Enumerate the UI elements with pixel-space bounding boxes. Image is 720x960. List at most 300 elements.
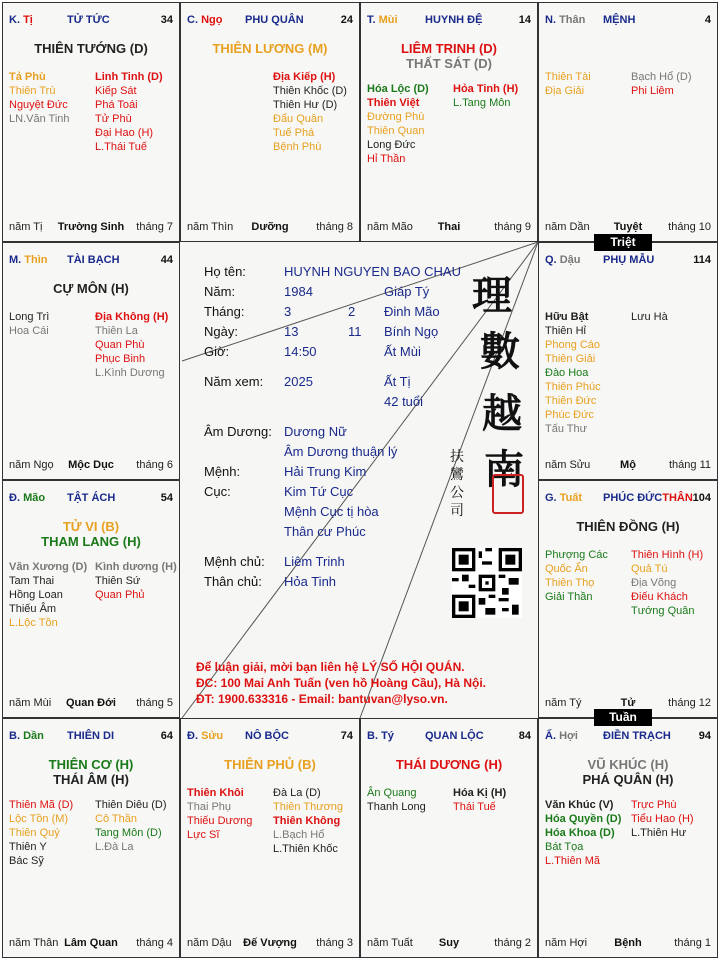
month-label: Tháng: <box>204 304 245 319</box>
palace-age: 64 <box>160 730 173 742</box>
palace-name <box>425 14 482 26</box>
minor-stars-left <box>367 786 426 814</box>
minor-star: Thiên Hỉ <box>545 325 586 337</box>
minor-star: Địa Giải <box>545 85 585 97</box>
thanchu-value: Hỏa Tinh <box>284 574 337 589</box>
year-value: 1984 <box>284 284 313 299</box>
calligraphy-char-1: 理 <box>472 272 512 319</box>
minor-star: Văn Khúc (V) <box>545 799 614 811</box>
cuc-value: Kim Tứ Cục <box>284 484 354 499</box>
palace-truongsinh: Suy <box>438 937 460 949</box>
minor-star: L.Thiên Hư <box>631 827 687 839</box>
minor-stars-right <box>631 70 692 98</box>
palace-hoi[interactable] <box>538 718 718 958</box>
minor-stars-right <box>95 560 177 602</box>
palace-branch: Tuất <box>559 492 583 504</box>
minor-star: Phá Toái <box>95 99 138 111</box>
palace-mao[interactable] <box>2 480 180 718</box>
month-solar: 3 <box>284 304 292 319</box>
palace-stem: B. <box>9 730 20 742</box>
palace-header <box>367 14 531 28</box>
contact-line-3: ĐT: 1900.633316 - Email: bantuvan@lyso.vn. <box>196 692 448 706</box>
minor-star: Phúc Đức <box>545 409 594 421</box>
amduong-value: Dương Nữ <box>284 424 347 439</box>
palace-dan[interactable] <box>2 718 180 958</box>
minor-star: Lưu Hà <box>631 311 668 323</box>
palace-year: năm Tý <box>545 697 582 709</box>
minor-star: Hóa Khoa (D) <box>545 827 615 839</box>
palace-stem: C. <box>187 14 198 26</box>
palace-header <box>9 730 173 744</box>
palace-month: tháng 5 <box>136 697 173 709</box>
minor-stars-left <box>9 70 70 126</box>
hour-label: Giờ: <box>204 344 230 359</box>
palace-header <box>367 730 531 744</box>
calligraphy-sub-1: 扶 <box>450 449 464 465</box>
minor-star: Thiên Đức <box>545 395 597 407</box>
palace-age: 44 <box>160 254 173 266</box>
minor-star: Thiên Không <box>273 815 341 827</box>
minor-star: Thiên Thọ <box>545 577 595 589</box>
palace-branch: Thìn <box>24 254 48 266</box>
minor-star: Tiểu Hao (H) <box>631 813 694 825</box>
minor-star: Quả Tú <box>631 563 668 575</box>
minor-star: Điếu Khách <box>631 591 688 603</box>
palace-stem: K. <box>9 14 20 26</box>
minor-star: Kình dương (H) <box>95 561 177 573</box>
calligraphy-sub-4: 司 <box>450 503 464 519</box>
palace-year: năm Tuất <box>367 937 413 949</box>
calligraphy-char-4: 南 <box>484 446 524 493</box>
minor-star: Hồng Loan <box>9 589 63 601</box>
palace-ngo[interactable] <box>180 2 360 242</box>
palace-footer <box>545 221 711 235</box>
palace-month: tháng 2 <box>494 937 531 949</box>
minor-star: Đẩu Quân <box>273 113 324 125</box>
palace-header <box>545 254 711 268</box>
minor-star: L.Thiên Khốc <box>273 843 338 855</box>
minor-star: Văn Xương (D) <box>9 561 88 573</box>
minor-stars-right <box>453 82 518 110</box>
palace-truongsinh: Dưỡng <box>251 221 289 233</box>
palace-name-text: QUAN LỘC <box>425 730 484 742</box>
palace-year: năm Thân <box>9 937 59 949</box>
palace-month: tháng 9 <box>494 221 531 233</box>
palace-branch: Hợi <box>559 730 578 742</box>
minor-stars-left <box>545 548 608 604</box>
palace-footer <box>367 937 531 951</box>
minor-star: Thiếu Âm <box>9 603 57 615</box>
palace-year: năm Mão <box>367 221 413 233</box>
palace-name <box>245 14 304 26</box>
palace-month: tháng 1 <box>674 937 711 949</box>
palace-stem: N. <box>545 14 556 26</box>
palace-year: năm Dần <box>545 221 590 233</box>
palace-name-text: HUYNH ĐỆ <box>425 14 483 26</box>
month-lunar-num: 2 <box>348 304 356 319</box>
palace-name <box>67 730 114 742</box>
palace-name-text: MỆNH <box>603 14 636 26</box>
palace-truongsinh: Lâm Quan <box>64 937 118 949</box>
minor-star: L.Lộc Tồn <box>9 617 58 629</box>
minor-star: Hóa Lộc (D) <box>367 83 429 95</box>
palace-header <box>9 14 173 28</box>
palace-month: tháng 3 <box>316 937 353 949</box>
main-star: VŨ KHÚC (H) <box>587 757 669 772</box>
minor-star: Thiên Việt <box>367 97 420 109</box>
day-lunar: Bính Ngọ <box>384 324 439 339</box>
minor-stars-left <box>9 310 49 338</box>
palace-age: 84 <box>518 730 531 742</box>
minor-star: Phượng Các <box>545 549 608 561</box>
minor-star: Đường Phù <box>367 111 425 123</box>
palace-age: 74 <box>340 730 353 742</box>
minor-stars-right <box>273 70 347 154</box>
minor-star: Tuế Phá <box>273 127 315 139</box>
palace-month: tháng 12 <box>668 697 711 709</box>
palace-footer <box>545 937 711 951</box>
name-label: Họ tên: <box>204 264 246 279</box>
main-star: THIÊN ĐỒNG (H) <box>576 519 680 534</box>
palace-than[interactable] <box>538 2 718 242</box>
minor-star: L.Thái Tuế <box>95 141 147 153</box>
calligraphy-sub <box>450 448 466 520</box>
minor-star: Quan Phù <box>95 339 145 351</box>
view-age: 42 tuổi <box>384 394 424 409</box>
minor-star: Tướng Quân <box>631 605 695 617</box>
main-star: CỰ MÔN (H) <box>53 281 129 296</box>
minor-star: L.Bạch Hổ <box>273 829 325 841</box>
palace-stem: Ấ. <box>545 730 556 742</box>
palace-ty[interactable] <box>360 718 538 958</box>
palace-name <box>603 14 635 26</box>
minor-stars-right <box>631 548 703 618</box>
name-value: HUYNH NGUYEN BAO CHAU <box>284 264 461 279</box>
minor-star: Ân Quang <box>367 787 417 799</box>
palace-mui[interactable] <box>360 2 538 242</box>
minor-stars-right <box>95 70 163 154</box>
minor-star: Thiên Sứ <box>95 575 141 587</box>
menh-value: Hải Trung Kim <box>284 464 367 479</box>
minor-star: Thanh Long <box>367 801 426 813</box>
triet-badge: Triệt <box>594 234 652 251</box>
palace-ti[interactable] <box>2 2 180 242</box>
tuan-badge: Tuần <box>594 709 652 726</box>
contact-line-2: ĐC: 100 Mai Anh Tuấn (ven hồ Hoàng Cầu), Hà Nội. <box>196 676 487 690</box>
palace-age: 94 <box>698 730 711 742</box>
minor-star: Hữu Bật <box>545 311 589 323</box>
palace-branch: Ngọ <box>201 14 223 26</box>
minor-star: Thiên Mã (D) <box>9 799 74 811</box>
main-star: THIÊN LƯƠNG (M) <box>212 41 328 56</box>
minor-stars-left <box>367 82 429 166</box>
minor-star: Long Trì <box>9 311 50 323</box>
cuc-note-2: Thân cư Phúc <box>284 524 366 539</box>
minor-star: Giải Thần <box>545 591 593 603</box>
minor-star: Phi Liêm <box>631 85 674 97</box>
minor-star: Long Đức <box>367 139 416 151</box>
minor-star: Địa Võng <box>631 577 677 589</box>
minor-star: Tam Thai <box>9 575 55 587</box>
month-lunar: Đinh Mão <box>384 304 440 319</box>
minor-stars-left <box>545 70 591 98</box>
day-solar: 13 <box>284 324 299 339</box>
minor-star: Lực Sĩ <box>187 829 220 841</box>
palace-age: 4 <box>704 14 711 26</box>
palace-stem: Q. <box>545 254 557 266</box>
palace-branch: Sửu <box>201 730 224 742</box>
amduong-label: Âm Dương: <box>204 424 272 439</box>
minor-star: Địa Kiếp (H) <box>273 71 336 83</box>
palace-stem: G. <box>545 492 557 504</box>
minor-star: Nguyệt Đức <box>9 99 68 111</box>
palace-branch: Thân <box>559 14 586 26</box>
minor-star: Tang Môn (D) <box>95 827 162 839</box>
palace-name <box>425 730 484 742</box>
menhchu-label: Mệnh chủ: <box>204 554 265 569</box>
view-lunar: Ất Tị <box>384 374 411 389</box>
amduong-note: Âm Dương thuận lý <box>284 444 398 459</box>
minor-star: Quan Phủ <box>95 589 145 601</box>
minor-stars-right <box>273 786 343 856</box>
minor-star: Tả Phù <box>9 71 46 83</box>
minor-star: Hóa Quyền (D) <box>545 813 622 825</box>
minor-star: L.Thiên Mã <box>545 855 601 867</box>
minor-star: Quốc Ấn <box>545 563 588 575</box>
palace-truongsinh: Trường Sinh <box>57 221 125 233</box>
palace-footer <box>187 937 353 951</box>
main-star: PHÁ QUÂN (H) <box>582 772 674 787</box>
palace-age: 34 <box>160 14 173 26</box>
palace-year: năm Hợi <box>545 937 588 949</box>
palace-footer <box>545 459 711 473</box>
palace-name-text: TỬ TỨC <box>67 14 110 26</box>
minor-star: Đại Hao (H) <box>95 127 154 139</box>
palace-branch: Tị <box>23 14 33 26</box>
palace-name-text: PHU QUÂN <box>245 14 304 26</box>
palace-truongsinh: Thai <box>437 221 461 233</box>
minor-star: Đà La (D) <box>273 787 321 799</box>
year-lunar: Giáp Tý <box>384 284 430 299</box>
minor-star: Tử Phù <box>95 113 132 125</box>
palace-year: năm Tị <box>9 221 43 233</box>
palace-stem: T. <box>367 14 376 26</box>
minor-stars-right <box>631 798 694 840</box>
palace-footer <box>187 221 353 235</box>
menh-label: Mệnh: <box>204 464 241 479</box>
palace-header <box>9 492 173 506</box>
minor-stars-left <box>187 786 252 842</box>
palace-age: 104 <box>692 492 711 504</box>
minor-stars-right <box>95 310 168 380</box>
minor-star: Bệnh Phù <box>273 141 322 153</box>
palace-footer <box>9 937 173 951</box>
palace-name <box>245 730 289 742</box>
palace-footer <box>9 221 173 235</box>
minor-star: Phong Cáo <box>545 339 601 351</box>
palace-name-text: TẬT ÁCH <box>67 492 116 504</box>
palace-name-text: TÀI BẠCH <box>67 254 120 266</box>
palace-thin[interactable] <box>2 242 180 480</box>
palace-name <box>67 254 120 266</box>
palace-month: tháng 4 <box>136 937 173 949</box>
palace-truongsinh: Tử <box>620 697 636 709</box>
minor-star: Thiên Tài <box>545 71 591 83</box>
minor-star: Thiên Khôi <box>187 787 244 799</box>
minor-star: Thiên Trù <box>9 85 56 97</box>
main-star: THÁI ÂM (H) <box>53 772 129 787</box>
palace-stem: Đ. <box>187 730 198 742</box>
palace-truongsinh: Đế Vượng <box>243 937 297 949</box>
minor-star: Thiên Khốc (D) <box>273 85 347 97</box>
main-star: LIÊM TRINH (D) <box>400 41 498 56</box>
palace-stem: Đ. <box>9 492 20 504</box>
palace-name-text: PHỤ MẪU <box>603 254 655 266</box>
minor-star: Bạch Hổ (D) <box>631 71 692 83</box>
minor-star: Đào Hoa <box>545 367 589 379</box>
minor-star: Thiên Thương <box>273 801 344 813</box>
palace-month: tháng 11 <box>668 459 711 471</box>
palace-branch: Dậu <box>559 254 581 266</box>
minor-star: Hoa Cái <box>9 325 49 337</box>
palace-year: năm Mùi <box>9 697 52 709</box>
palace-name <box>603 492 693 504</box>
minor-stars-right <box>453 786 506 814</box>
calligraphy-sub-3: 公 <box>450 485 464 501</box>
main-star: THIÊN CƠ (H) <box>48 757 134 772</box>
minor-star: Thiên Y <box>9 841 47 853</box>
minor-star: Thiên Hư (D) <box>273 99 338 111</box>
cuc-label: Cục: <box>204 484 231 499</box>
main-star: THẤT SÁT (D) <box>406 56 492 71</box>
minor-star: Thiên Quan <box>367 125 425 137</box>
minor-star: Tấu Thư <box>545 423 588 435</box>
minor-stars-left <box>545 798 621 868</box>
palace-year: năm Sửu <box>545 459 591 471</box>
palace-header <box>545 492 711 506</box>
palace-branch: Mão <box>23 492 46 504</box>
minor-star: Thiên La <box>95 325 138 337</box>
main-star: THIÊN PHỦ (B) <box>224 757 316 772</box>
calligraphy-char-3: 越 <box>482 390 522 437</box>
palace-header <box>187 14 353 28</box>
minor-star: L.Kình Dương <box>95 367 165 379</box>
year-label: Năm: <box>204 284 236 299</box>
palace-truongsinh: Mộ <box>620 459 636 471</box>
thanchu-label: Thân chủ: <box>204 574 262 589</box>
palace-year: năm Thìn <box>187 221 234 233</box>
calligraphy-sub-2: 鸞 <box>450 467 464 483</box>
view-year-label: Năm xem: <box>204 374 264 389</box>
cuc-note-1: Mệnh Cục tị hòa <box>284 504 379 519</box>
palace-tuat[interactable] <box>538 480 718 718</box>
minor-star: Thiên Quý <box>9 827 60 839</box>
palace-dau[interactable] <box>538 242 718 480</box>
minor-stars-left <box>545 310 601 436</box>
minor-star: Phục Binh <box>95 353 146 365</box>
palace-name-text: NÔ BỘC <box>245 730 289 742</box>
palace-year: năm Dậu <box>187 937 232 949</box>
palace-age: 14 <box>518 14 531 26</box>
minor-stars-right <box>95 798 167 854</box>
minor-star: Thiên Hình (H) <box>631 549 704 561</box>
day-label: Ngày: <box>204 324 238 339</box>
day-lunar-num: 11 <box>348 324 362 339</box>
view-year: 2025 <box>284 374 313 389</box>
qr-code <box>452 548 522 618</box>
palace-name <box>603 254 654 266</box>
palace-footer <box>9 697 173 711</box>
palace-truongsinh: Quan Đới <box>66 697 116 709</box>
palace-month: tháng 6 <box>136 459 173 471</box>
minor-star: Hóa Kị (H) <box>453 787 507 799</box>
minor-star: L.Đà La <box>95 841 134 853</box>
minor-star: Hỏa Tinh (H) <box>453 83 519 95</box>
palace-truongsinh: Mộc Dục <box>68 459 114 471</box>
palace-header <box>187 730 353 744</box>
minor-star: Thái Tuế <box>453 801 496 813</box>
minor-star: Lộc Tồn (M) <box>9 813 69 825</box>
minor-star: Cô Thần <box>95 813 137 825</box>
palace-branch: Mùi <box>378 14 398 26</box>
palace-stem: M. <box>9 254 22 266</box>
palace-header <box>545 14 711 28</box>
minor-star: Thiếu Dương <box>187 815 253 827</box>
palace-name <box>67 14 110 26</box>
palace-branch: Dần <box>23 730 44 742</box>
hour-value: 14:50 <box>284 344 317 359</box>
palace-age: 114 <box>693 254 711 266</box>
contact-line-1: Để luận giải, mời bạn liên hệ LÝ SỐ HỘI QUÁN. <box>196 660 465 674</box>
palace-name <box>603 730 671 742</box>
palace-than-marker: THÂN <box>662 492 693 504</box>
palace-year: năm Ngọ <box>9 459 54 471</box>
main-star: THAM LANG (H) <box>41 534 141 549</box>
minor-star: Thiên Diêu (D) <box>95 799 167 811</box>
minor-star: Thiên Phúc <box>545 381 601 393</box>
minor-star: Bác Sỹ <box>9 855 44 867</box>
minor-star: Hỉ Thần <box>367 153 406 165</box>
menhchu-value: Liêm Trinh <box>284 554 345 569</box>
minor-star: Thiên Giải <box>545 353 596 365</box>
palace-month: tháng 10 <box>668 221 711 233</box>
seal-stamp <box>492 474 524 514</box>
minor-star: Kiếp Sát <box>95 85 137 97</box>
minor-star: Trực Phù <box>631 799 677 811</box>
palace-name-text: ĐIỀN TRẠCH <box>603 730 671 742</box>
palace-truongsinh: Tuyệt <box>613 221 643 233</box>
horoscope-chart <box>2 2 718 958</box>
main-star: THIÊN TƯỚNG (D) <box>34 41 148 56</box>
minor-stars-left <box>9 560 87 630</box>
minor-star: LN.Văn Tinh <box>9 113 70 125</box>
palace-month: tháng 7 <box>136 221 173 233</box>
minor-stars-left <box>9 798 73 868</box>
palace-footer <box>9 459 173 473</box>
minor-star: L.Tang Môn <box>453 97 511 109</box>
main-star: THÁI DƯƠNG (H) <box>395 757 503 772</box>
palace-suu[interactable] <box>180 718 360 958</box>
palace-name <box>67 492 115 504</box>
center-info-panel <box>182 242 538 718</box>
minor-star: Thai Phụ <box>187 801 232 813</box>
minor-stars-right <box>631 310 668 324</box>
calligraphy-char-2: 數 <box>480 328 520 375</box>
palace-truongsinh: Bệnh <box>614 937 642 949</box>
palace-stem: B. <box>367 730 378 742</box>
palace-age: 24 <box>340 14 353 26</box>
minor-star: Bát Tọa <box>545 841 584 853</box>
